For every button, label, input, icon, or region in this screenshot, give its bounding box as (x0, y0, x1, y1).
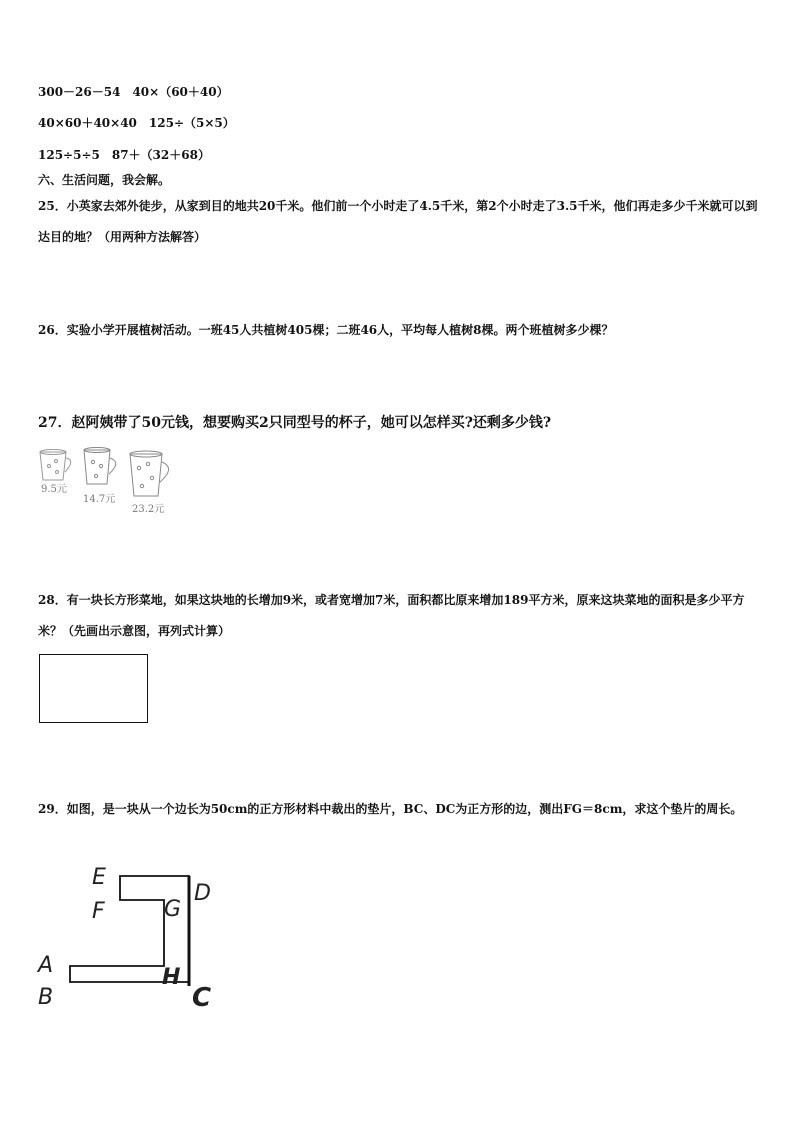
label-D: D (194, 881, 211, 906)
question-28: 28．有一块长方形菜地，如果这块地的长增加9米，或者宽增加7米，面积都比原来增加189平方米，原来这块菜地的面积是多少平方米？（先画出示意图，再列式计算） (38, 593, 745, 638)
label-C: C (192, 983, 212, 1013)
question-29: 29．如图，是一块从一个边长为50cm的正方形材料中裁出的垫片，BC、DC为正方形的边，测出FG＝8cm，求这个垫片的周长。 (38, 802, 743, 816)
label-G: G (164, 897, 182, 922)
question-26: 26．实验小学开展植树活动。一班45人共植树405棵；二班46人，平均每人植树8棵。两个班植树多少棵？ (38, 323, 614, 337)
cup-price-1: 9.5元 (41, 484, 67, 495)
question-25: 25．小英家去郊外徒步，从家到目的地共20千米。他们前一个小时走了4.5千米，第2个小时走了3.5千米，他们再走多少千米就可以到达目的地？（用两种方法解答） (38, 199, 758, 244)
cup-3 (130, 451, 169, 496)
calc-line-1: 300－26－54 40×（60＋40） (38, 85, 229, 99)
calc-line-3: 125÷5÷5 87＋（32＋68） (38, 148, 210, 162)
label-H: H (162, 965, 181, 990)
label-F: F (92, 899, 105, 924)
calc-line-2: 40×60＋40×40 125÷（5×5） (38, 116, 235, 130)
gasket-figure (34, 858, 234, 1014)
cup-1 (40, 450, 71, 481)
label-E: E (92, 865, 106, 890)
question-27: 27．赵阿姨带了50元钱，想要购买2只同型号的杯子，她可以怎样买?还剩多少钱? (38, 415, 552, 431)
label-A: A (38, 953, 54, 978)
label-B: B (38, 985, 54, 1010)
sketch-rectangle (39, 654, 148, 723)
cup-price-3: 23.2元 (132, 504, 165, 515)
cups-illustration (36, 446, 176, 518)
cup-price-2: 14.7元 (83, 494, 116, 505)
section-title: 六、生活问题，我会解。 (38, 173, 171, 187)
cup-2 (84, 448, 116, 485)
